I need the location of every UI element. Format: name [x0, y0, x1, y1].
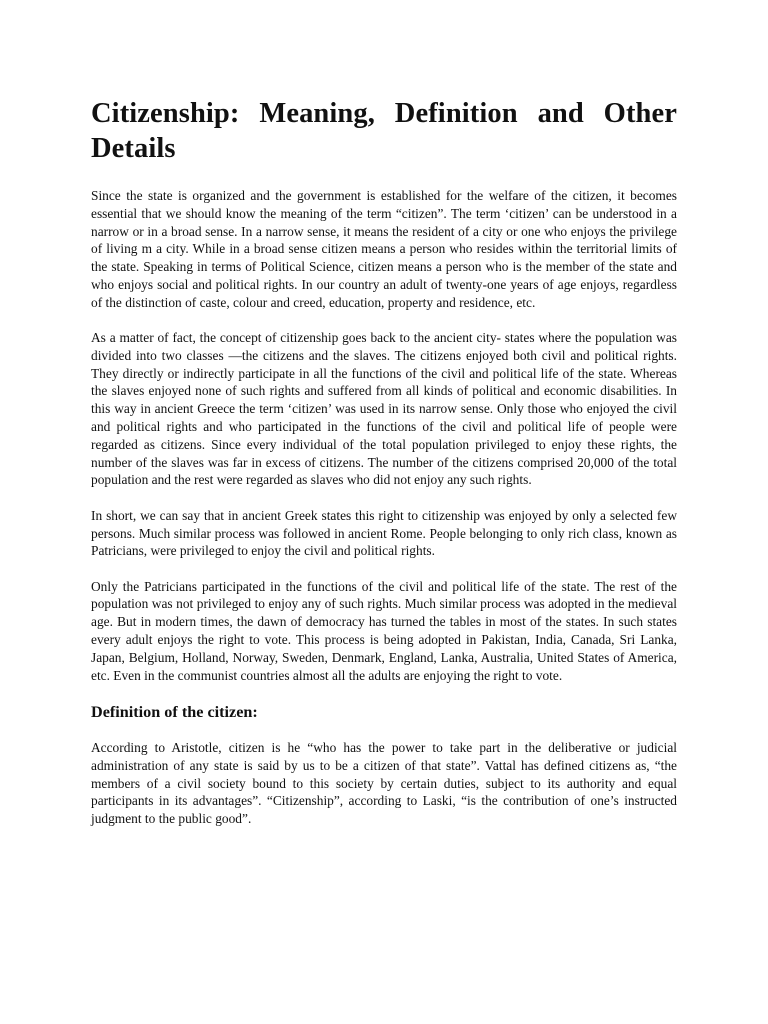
section-heading-definition: Definition of the citizen:: [91, 702, 258, 721]
paragraph-meaning: Since the state is organized and the government is established for the welfare of the citizen, it becomes essential that we should know the meaning of the term “citizen”. The term ‘citizen’ can be understood in a narrow or in a broad sense. In a narrow sense, it means the resident of a city or one who enjoys the privilege of living m a city. While in a broad sense citizen means a person who resides within the territorial limits of the state. Speaking in terms of Political Science, citizen means a person who is the member of the state and who enjoys social and political rights. In our country an adult of twenty-one years of age enjoys, regardless of the distinction of caste, colour and creed, education, property and residence, etc.: [91, 188, 677, 310]
document-title: Citizenship: Meaning, Definition and Other Details: [91, 98, 677, 164]
document-body: [91, 96, 677, 845]
paragraph-definitions: According to Aristotle, citizen is he “who has the power to take part in the deliberative or judicial administration of any state is said by us to be a citizen of that state”. Vattal has defined citizens as, “the members of a civil society bound to this society by certain duties, subject to its authority and equal participants in its advantages”. “Citizenship”, according to Laski, “is the contribution of one’s instructed judgment to the public good”.: [91, 739, 677, 827]
paragraph-greek-roman: In short, we can say that in ancient Greek states this right to citizenship was enjoyed by only a selected few persons. Much similar process was followed in ancient Rome. People belonging to only rich class, known as Patricians, were privileged to enjoy the civil and political rights.: [91, 507, 677, 559]
paragraph-modern-democracy: Only the Patricians participated in the functions of the civil and political life of the state. The rest of the population was not privileged to enjoy any of such rights. Much similar process was adopted in the medieval age. But in modern times, the dawn of democracy has turned the tables in most of the states. In such states every adult enjoys the right to vote. This process is being adopted in Pakistan, India, Canada, Sri Lanka, Japan, Belgium, Holland, Norway, Sweden, Denmark, England, Lanka, Australia, United States of America, etc. Even in the communist countries almost all the adults are enjoying the right to vote.: [91, 578, 677, 683]
paragraph-ancient-city-states: As a matter of fact, the concept of citizenship goes back to the ancient city- states where the population was divided into two classes —the citizens and the slaves. The citizens enjoyed both civil and political rights. They directly or indirectly participate in all the functions of the civil and political life of the state. Whereas the slaves enjoyed none of such rights and suffered from all kinds of political and economic disabilities. In this way in ancient Greece the term ‘citizen’ was used in its narrow sense. Only those who enjoyed the civil and political rights and who participated in the functions of the civil and political life of people were regarded as citizens. Since every individual of the total population privileged to enjoy these rights, the number of the slaves was far in excess of citizens. The number of the citizens comprised 20,000 of the total population and the rest were regarded as slaves who did not enjoy any such rights.: [91, 330, 677, 488]
